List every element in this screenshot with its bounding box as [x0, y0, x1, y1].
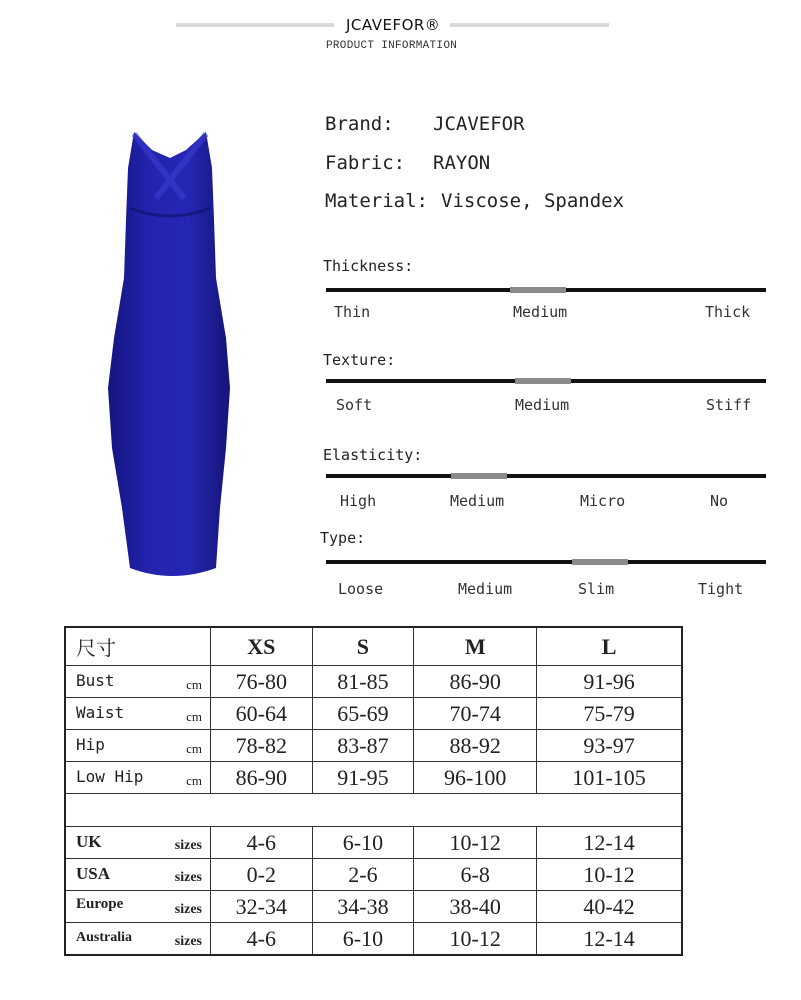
- table-cell: 60-64: [211, 698, 313, 730]
- dress-body: [108, 132, 230, 576]
- table-cell: 4-6: [211, 827, 313, 859]
- table-row: [65, 730, 682, 762]
- header-line-left: [176, 23, 334, 27]
- table-cell: 65-69: [312, 698, 414, 730]
- thickness-marker: [510, 287, 566, 293]
- info-brand-value: JCAVEFOR: [433, 113, 525, 135]
- row-unit: sizes: [174, 838, 202, 853]
- table-row: [65, 923, 682, 956]
- info-fabric: [325, 152, 491, 174]
- table-cell: 32-34: [211, 891, 313, 923]
- thickness-option-thick: Thick: [705, 303, 751, 321]
- table-cell: 10-12: [414, 923, 537, 956]
- table-cell: 6-10: [312, 827, 414, 859]
- row-label: Hip: [76, 735, 105, 754]
- size-header-l: L: [537, 627, 682, 666]
- table-cell: 78-82: [211, 730, 313, 762]
- table-cell: 76-80: [211, 666, 313, 698]
- row-unit: cm: [186, 677, 202, 692]
- row-label: Low Hip: [76, 767, 144, 786]
- texture-marker: [515, 378, 571, 384]
- elasticity-option-high: High: [340, 492, 377, 510]
- elasticity-title: Elasticity:: [323, 446, 423, 464]
- table-cell: 0-2: [211, 859, 313, 891]
- row-unit: cm: [186, 709, 202, 724]
- table-cell: 2-6: [312, 859, 414, 891]
- table-row: [65, 827, 682, 859]
- table-cell: 93-97: [537, 730, 682, 762]
- texture-title: Texture:: [323, 351, 396, 369]
- type-title: Type:: [320, 529, 366, 547]
- elasticity-option-medium: Medium: [450, 492, 505, 510]
- spacer-cell: [65, 794, 682, 827]
- texture-option-soft: Soft: [336, 396, 373, 414]
- table-cell: 75-79: [537, 698, 682, 730]
- table-cell: 12-14: [537, 923, 682, 956]
- table-spacer-row: [65, 794, 682, 827]
- info-brand: [325, 113, 525, 135]
- info-material-value: Viscose, Spandex: [441, 190, 625, 212]
- table-cell: 91-95: [312, 762, 414, 794]
- row-label-cell: [65, 891, 211, 923]
- table-cell: 81-85: [312, 666, 414, 698]
- size-header-m: M: [414, 627, 537, 666]
- texture-scale: [326, 379, 766, 383]
- row-label: UK: [76, 832, 102, 851]
- table-cell: 38-40: [414, 891, 537, 923]
- table-cell: 10-12: [537, 859, 682, 891]
- type-marker: [572, 559, 628, 565]
- elasticity-scale: [326, 474, 766, 478]
- info-fabric-key: Fabric:: [325, 152, 406, 174]
- row-unit: cm: [186, 773, 202, 788]
- texture-option-stiff: Stiff: [706, 396, 752, 414]
- table-cell: 4-6: [211, 923, 313, 956]
- info-fabric-value: RAYON: [433, 152, 491, 174]
- table-cell: 96-100: [414, 762, 537, 794]
- row-unit: sizes: [174, 902, 202, 917]
- header-line-right: [450, 23, 609, 27]
- table-cell: 101-105: [537, 762, 682, 794]
- row-label-cell: [65, 859, 211, 891]
- header-subtitle: PRODUCT INFORMATION: [326, 40, 458, 52]
- table-header-row: [65, 627, 682, 666]
- table-cell: 88-92: [414, 730, 537, 762]
- thickness-scale: [326, 288, 766, 292]
- elasticity-option-no: No: [710, 492, 729, 510]
- type-option-loose: Loose: [338, 580, 384, 598]
- row-unit: cm: [186, 741, 202, 756]
- thickness-title: Thickness:: [323, 257, 414, 275]
- row-label-cell: [65, 827, 211, 859]
- type-option-medium: Medium: [458, 580, 513, 598]
- table-row: [65, 666, 682, 698]
- row-label-cell: [65, 698, 211, 730]
- thickness-option-medium: Medium: [513, 303, 568, 321]
- row-label-cell: [65, 762, 211, 794]
- table-row: [65, 891, 682, 923]
- type-scale: [326, 560, 766, 564]
- thickness-option-thin: Thin: [334, 303, 371, 321]
- size-chart-table: [64, 626, 683, 956]
- elasticity-marker: [451, 473, 507, 479]
- brand-logo: JCAVEFOR®: [346, 16, 441, 34]
- row-label: USA: [76, 864, 111, 883]
- row-label: Bust: [76, 671, 115, 690]
- row-label-cell: [65, 923, 211, 956]
- size-corner-label: 尺寸: [65, 627, 211, 666]
- row-label: Australia: [76, 930, 132, 945]
- row-label-cell: [65, 730, 211, 762]
- table-cell: 70-74: [414, 698, 537, 730]
- table-cell: 91-96: [537, 666, 682, 698]
- row-label: Europe: [76, 896, 124, 912]
- table-cell: 6-10: [312, 923, 414, 956]
- texture-option-medium: Medium: [515, 396, 570, 414]
- elasticity-option-micro: Micro: [580, 492, 626, 510]
- table-cell: 34-38: [312, 891, 414, 923]
- row-unit: sizes: [174, 870, 202, 885]
- row-label-cell: [65, 666, 211, 698]
- table-cell: 12-14: [537, 827, 682, 859]
- dress-image: [100, 128, 240, 580]
- table-cell: 86-90: [211, 762, 313, 794]
- table-cell: 10-12: [414, 827, 537, 859]
- info-material: [325, 190, 625, 212]
- size-header-s: S: [312, 627, 414, 666]
- size-header-xs: XS: [211, 627, 313, 666]
- type-option-tight: Tight: [698, 580, 744, 598]
- row-unit: sizes: [174, 934, 202, 949]
- type-option-slim: Slim: [578, 580, 615, 598]
- table-cell: 40-42: [537, 891, 682, 923]
- table-cell: 6-8: [414, 859, 537, 891]
- info-material-key: Material:: [325, 190, 428, 212]
- table-cell: 83-87: [312, 730, 414, 762]
- table-cell: 86-90: [414, 666, 537, 698]
- info-brand-key: Brand:: [325, 113, 394, 135]
- table-row: [65, 859, 682, 891]
- table-row: [65, 762, 682, 794]
- row-label: Waist: [76, 703, 125, 722]
- table-row: [65, 698, 682, 730]
